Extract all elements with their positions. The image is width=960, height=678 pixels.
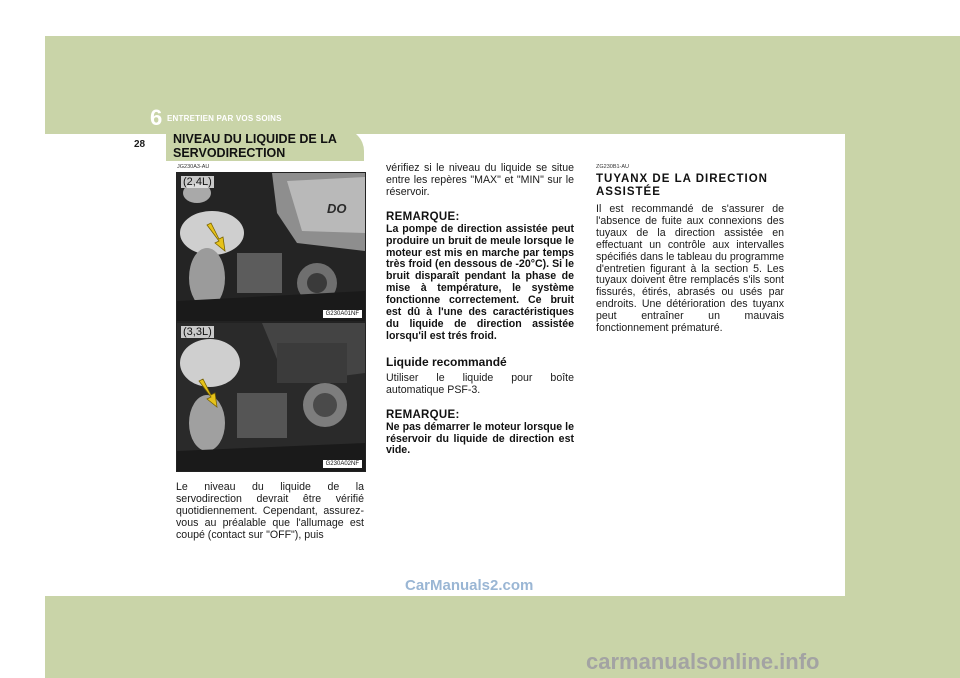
- photo1-label: (2,4L): [183, 176, 212, 188]
- middle-paragraph: vérifiez si le niveau du liquide se situe entre les repères "MAX" et "MIN" sur le réservoir.: [386, 162, 574, 198]
- section-title-line2: SERVODIRECTION: [173, 145, 286, 160]
- hoses-heading: [596, 173, 784, 198]
- hoses-paragraph: Il est recommandé de s'assurer de l'absence de fuite aux connexions des tuyaux de la direction assistée en effectuant un contrôle aux intervalles spécifiés dans le tableau du programme d'entretien figurant à la section 5. Les tuyaux doivent être remplacés s'ils sont fissurés, étirés, abrasés ou usés par endroits. Une détérioration des tuyanx peut entraîner un mauvais fonctionnement prématuré.: [596, 203, 784, 335]
- photo1-code: G230A01NF: [323, 310, 362, 318]
- remark2-body: Ne pas démarrer le moteur lorsque le réservoir du liquide de direction est vide.: [386, 420, 574, 457]
- chapter-title: ENTRETIEN PAR VOS SOINS: [167, 114, 282, 123]
- section-title: [173, 133, 337, 160]
- engine-photo-illustration: [177, 173, 365, 321]
- watermark-carmanuals2[interactable]: CarManuals2.com: [405, 577, 534, 594]
- hoses-heading-line2: ASSISTÉE: [596, 185, 661, 198]
- remark2-heading: REMARQUE:: [386, 408, 460, 421]
- hoses-heading-line1: TUYANX DE LA DIRECTION: [596, 173, 768, 185]
- svg-text:DO: DO: [327, 201, 347, 216]
- ref-code-right: ZG230B1-AU: [596, 164, 630, 170]
- fluid-body: Utiliser le liquide pour boîte automatique PSF-3.: [386, 371, 574, 396]
- chapter-number: 6: [150, 105, 163, 130]
- page-number: 28: [134, 139, 146, 150]
- engine-photo-2-4l: [176, 172, 366, 322]
- remark1-heading: REMARQUE:: [386, 210, 460, 223]
- watermark-carmanualsonline[interactable]: carmanualsonline.info: [586, 649, 820, 674]
- section-title-line1: NIVEAU DU LIQUIDE DE LA: [173, 132, 337, 146]
- middle-column: [386, 163, 574, 457]
- fluid-heading: Liquide recommandé: [386, 354, 507, 369]
- photo2-code: G230A02NF: [323, 460, 362, 468]
- engine-photo-illustration: [177, 323, 365, 471]
- right-column: [596, 164, 784, 335]
- photo2-label: (3,3L): [183, 326, 212, 338]
- left-paragraph: Le niveau du liquide de la servodirection devrait être vérifié quotidiennement. Cependant, assurez-vous au préalable que l'allumage est coupé (contact sur "OFF"), puis: [176, 481, 364, 541]
- engine-photo-3-3l: [176, 322, 366, 472]
- ref-code-left: JG230A3-AU: [177, 164, 210, 170]
- remark1-body: La pompe de direction assistée peut produire un bruit de meule lorsque le moteur est mis en marche par temps très froid (en dessous de -20°C). Si le bruit disparaît pendant la phase de mise à température, le système fonctionne correctement. Ce bruit est dû à l'une des caractéristiques du liquide de direction assistée lorsqu'il est trés froid.: [386, 222, 574, 342]
